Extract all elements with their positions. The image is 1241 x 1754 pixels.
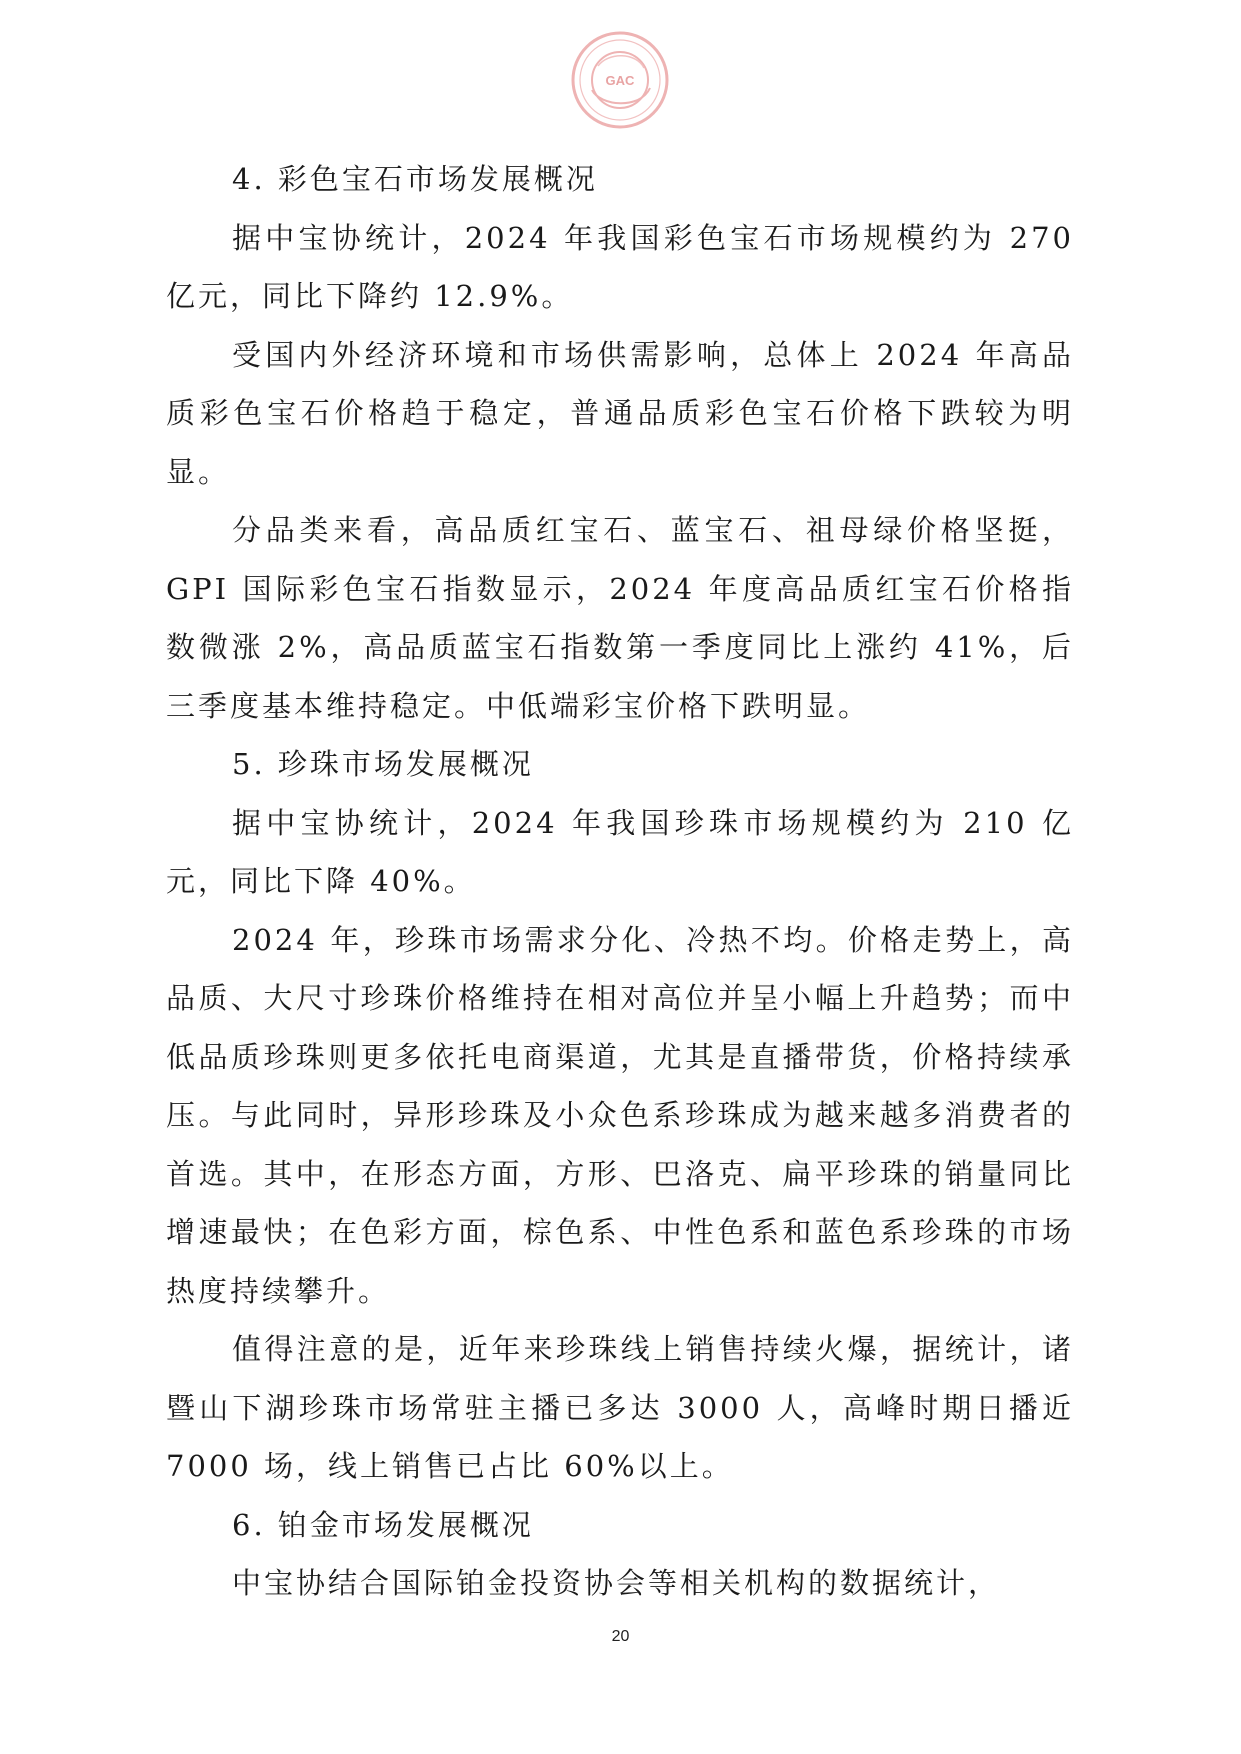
paragraph: 据中宝协统计，2024 年我国彩色宝石市场规模约为 270 亿元，同比下降约 12.9%。 — [166, 220, 1074, 313]
section-heading-platinum: 6. 铂金市场发展概况 — [232, 1507, 534, 1542]
paragraph: 分品类来看，高品质红宝石、蓝宝石、祖母绿价格坚挺，GPI 国际彩色宝石指数显示，2024 年度高品质红宝石价格指数微涨 2%，高品质蓝宝石指数第一季度同比上涨约 41%，后三季度基本维持稳定。中低端彩宝价格下跌明显。 — [166, 513, 1074, 723]
paragraph: 据中宝协统计，2024 年我国珍珠市场规模约为 210 亿元，同比下降 40%。 — [166, 805, 1074, 898]
paragraph: 中宝协结合国际铂金投资协会等相关机构的数据统计， — [232, 1566, 1001, 1600]
svg-text:GAC: GAC — [605, 73, 635, 88]
section-heading-colored-gemstones: 4. 彩色宝石市场发展概况 — [232, 162, 598, 196]
page-number: 20 — [611, 1628, 630, 1645]
paragraph: 受国内外经济环境和市场供需影响，总体上 2024 年高品质彩色宝石价格趋于稳定，普通品质彩色宝石价格下跌较为明显。 — [166, 337, 1074, 489]
section-heading-pearls: 5. 珍珠市场发展概况 — [232, 747, 534, 781]
gac-seal-logo — [570, 30, 670, 130]
paragraph: 值得注意的是，近年来珍珠线上销售持续火爆，据统计，诸暨山下湖珍珠市场常驻主播已多达 3000 人，高峰时期日播近 7000 场，线上销售已占比 60%以上。 — [166, 1332, 1074, 1483]
document-body — [166, 150, 1074, 1613]
paragraph: 2024 年，珍珠市场需求分化、冷热不均。价格走势上，高品质、大尺寸珍珠价格维持在相对高位并呈小幅上升趋势；而中低品质珍珠则更多依托电商渠道，尤其是直播带货，价格持续承压。与此同时，异形珍珠及小众色系珍珠成为越来越多消费者的首选。其中，在形态方面，方形、巴洛克、扁平珍珠的销量同比增速最快；在色彩方面，棕色系、中性色系和蓝色系珍珠的市场热度持续攀升。 — [166, 922, 1074, 1308]
